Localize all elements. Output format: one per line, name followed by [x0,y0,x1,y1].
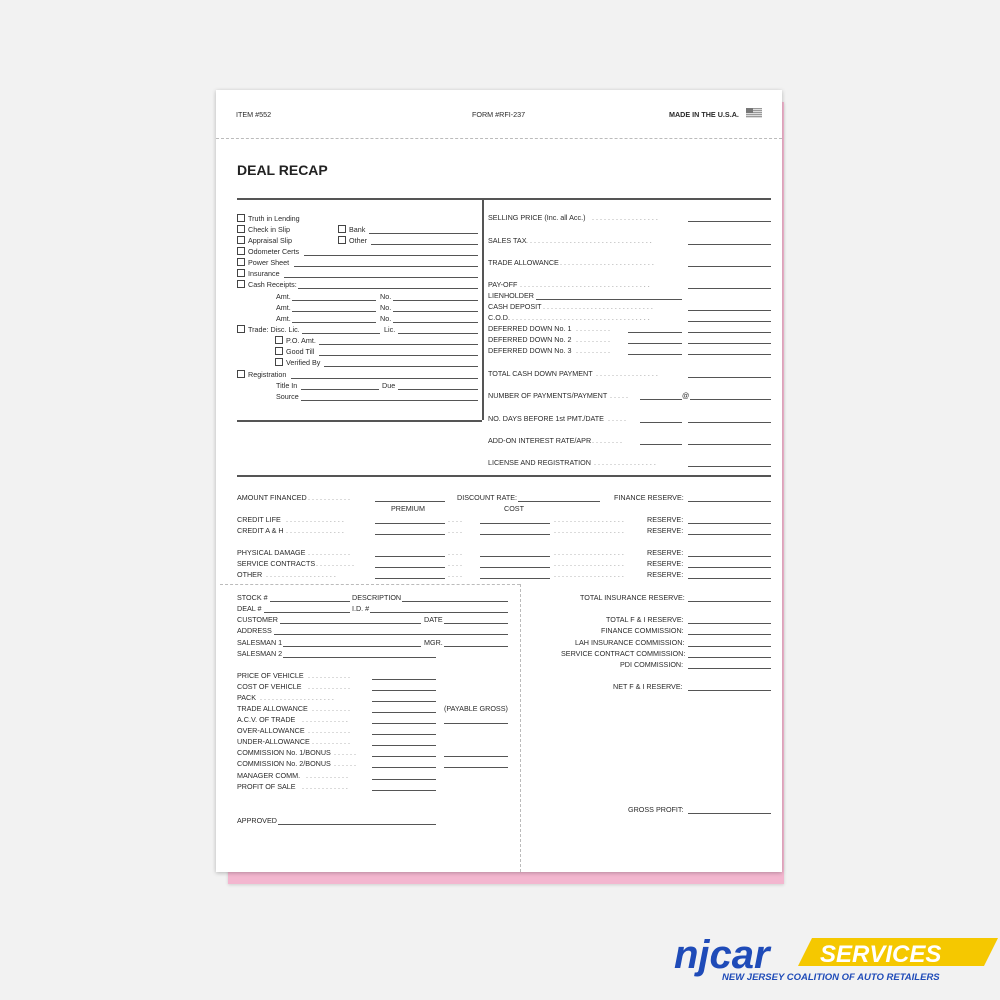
logo-services-text: SERVICES [820,941,942,968]
leader-dots: . . . . . . . . . . . . . . . . . . [554,515,624,524]
reserve-field[interactable] [688,567,771,568]
label: SALES TAX [488,236,527,245]
label: TOTAL INSURANCE RESERVE: [580,593,685,602]
stock-field[interactable] [270,601,350,602]
checkbox-verified-by[interactable] [275,358,283,366]
label: Power Sheet [248,258,290,267]
reserve-field[interactable] [688,523,771,524]
cash-receipts-field[interactable] [298,288,478,289]
addon-rate-field[interactable] [640,444,682,445]
label: Registration [248,370,287,379]
date-field[interactable] [444,623,508,624]
label: Amt. [276,303,291,312]
leader-dots: . . . . . [610,391,628,400]
bank-field[interactable] [369,233,478,234]
cost-field[interactable] [480,523,550,524]
divider [237,198,771,200]
label: RESERVE: [647,570,684,579]
lic-field[interactable] [398,333,478,334]
pack-field[interactable] [372,701,436,702]
checkbox-trade[interactable] [237,325,245,333]
deferred3-date-field[interactable] [628,354,682,355]
leader-dots: . . . . . . . . . . . . . . . . . . . . . . . . [560,258,654,267]
leader-dots: . . . . . . . . . . . . . . . . . . . . . . . . . . . . [543,302,653,311]
label: Verified By [286,358,321,367]
label: SERVICE CONTRACTS [237,559,316,568]
label: PHYSICAL DAMAGE [237,548,306,557]
commission1-gross-field[interactable] [444,756,508,757]
checkbox-check-in-slip[interactable] [237,225,245,233]
payable-gross-field[interactable] [444,723,508,724]
label: DEFERRED DOWN No. 3 [488,346,572,355]
label: CUSTOMER [237,615,278,624]
amt-field[interactable] [292,322,376,323]
divider [237,420,482,422]
label: MANAGER COMM. [237,771,301,780]
label: LAH INSURANCE COMMISSION: [575,638,685,647]
label: NUMBER OF PAYMENTS/PAYMENT [488,391,608,400]
commission1-field[interactable] [372,756,436,757]
divider [482,198,484,420]
good-till-field[interactable] [319,355,478,356]
label: ADD-ON INTEREST RATE/APR [488,436,592,445]
checkbox-other[interactable] [338,236,346,244]
label: Appraisal Slip [248,236,292,245]
label: SELLING PRICE (Inc. all Acc.) [488,213,586,222]
label: PACK [237,693,257,702]
label: MGR. [424,638,443,647]
label: PAY-OFF [488,280,518,289]
cost-field[interactable] [480,578,550,579]
logo-tagline: NEW JERSEY COALITION OF AUTO RETAILERS [722,972,940,983]
description-field[interactable] [402,601,508,602]
label: TRADE ALLOWANCE [488,258,559,267]
reserve-field[interactable] [688,556,771,557]
label: SALESMAN 1 [237,638,283,647]
lah-insurance-commission-field[interactable] [688,646,771,647]
label: TOTAL CASH DOWN PAYMENT [488,369,593,378]
divider [237,475,771,477]
apr-field[interactable] [688,444,771,445]
cost-of-vehicle-field[interactable] [372,690,436,691]
leader-dots: . . . . . . . . . [576,335,610,344]
sales-tax-field[interactable] [688,244,771,245]
label: SERVICE CONTRACT COMMISSION: [561,649,686,658]
id-number-field[interactable] [370,612,508,613]
days-before-field[interactable] [640,422,682,423]
amt-field[interactable] [292,300,376,301]
trade-allowance-field[interactable] [688,266,771,267]
registration-field[interactable] [291,378,478,379]
label: SALESMAN 2 [237,649,283,658]
label: DEFERRED DOWN No. 1 [488,324,572,333]
label: CREDIT LIFE [237,515,281,524]
leader-dots: . . . . [448,515,462,524]
perforation-line [220,584,520,585]
made-in-usa: MADE IN THE U.S.A. [669,110,739,119]
label: Good Till [286,347,315,356]
page-title: DEAL RECAP [237,162,328,178]
label: STOCK # [237,593,268,602]
premium-field[interactable] [375,523,445,524]
salesman2-field[interactable] [283,657,436,658]
leader-dots: . . . . . [608,414,626,423]
leader-dots: . . . . . . . . . . [312,704,350,713]
cost-field[interactable] [480,534,550,535]
po-amt-field[interactable] [319,344,478,345]
label: LIENHOLDER [488,291,534,300]
label: Insurance [248,269,280,278]
label: I.D. # [352,604,370,613]
amt-field[interactable] [292,311,376,312]
label: Truth in Lending [248,214,300,223]
label: NET F & I RESERVE: [613,682,683,691]
cost-field[interactable] [480,567,550,568]
lienholder-field[interactable] [536,299,682,300]
leader-dots: . . . . . . . . . . . [308,682,350,691]
amount-financed-field[interactable] [375,501,445,502]
leader-dots: . . . . . . . . . . . . . . . [286,526,344,535]
label: Check in Slip [248,225,290,234]
payment-amount-field[interactable] [690,399,771,400]
label: RESERVE: [647,526,684,535]
label: @ [682,391,690,400]
commission2-gross-field[interactable] [444,767,508,768]
leader-dots: . . . . . . . . . . . [306,771,348,780]
label: PROFIT OF SALE [237,782,296,791]
label: Amt. [276,314,291,323]
label: Odometer Certs [248,247,300,256]
premium-field[interactable] [375,534,445,535]
leader-dots: . . . . . . . . . . [316,559,354,568]
total-insurance-reserve-field[interactable] [688,601,771,602]
checkbox-odometer-certs[interactable] [237,247,245,255]
net-fi-reserve-field[interactable] [688,690,771,691]
label: DATE [424,615,443,624]
profit-of-sale-field[interactable] [372,790,436,791]
item-number: ITEM #552 [236,110,272,119]
no-field[interactable] [393,300,478,301]
checkbox-cash-receipts[interactable] [237,280,245,288]
label: RESERVE: [647,548,684,557]
label: Source [276,392,299,401]
leader-dots: . . . . . . . . . . . . . . . . . . [554,570,624,579]
leader-dots: . . . . . . . . . . . [308,548,350,557]
trade-disc-lic-field[interactable] [302,333,380,334]
leader-dots: . . . . . . [334,748,356,757]
leader-dots: . . . . . . . . . . . . [302,715,348,724]
label: DEFERRED DOWN No. 2 [488,335,572,344]
leader-dots: . . . . . . . . . . . . [302,782,348,791]
leader-dots: . . . . . . . . . . . . . . . . . . [554,548,624,557]
commission2-field[interactable] [372,767,436,768]
label: Trade: Disc. Lic. [248,325,300,334]
finance-reserve-field[interactable] [688,501,771,502]
label: AMOUNT FINANCED [237,493,307,502]
cod-field[interactable] [688,321,771,322]
label: (PAYABLE GROSS) [444,704,508,713]
leader-dots: . . . . . . . . . . . . . . . [286,515,344,524]
leader-dots: . . . . [448,526,462,535]
label: Bank [349,225,366,234]
label: UNDER-ALLOWANCE [237,737,310,746]
total-cash-down-field[interactable] [688,377,771,378]
label: NO. DAYS BEFORE 1st PMT./DATE [488,414,604,423]
leader-dots: . . . . . . . . . . . . . . . . [596,369,658,378]
checkbox-po-amt[interactable] [275,336,283,344]
checkbox-appraisal-slip[interactable] [237,236,245,244]
selling-price-field[interactable] [688,221,771,222]
no-field[interactable] [393,322,478,323]
reserve-field[interactable] [688,534,771,535]
acv-of-trade-field[interactable] [372,723,436,724]
service-contract-commission-field[interactable] [688,657,771,658]
leader-dots: . . . . . . . . . . . [308,726,350,735]
label: Due [382,381,396,390]
leader-dots: . . . . . . [334,759,356,768]
column-header-cost: COST [504,504,524,513]
premium-field[interactable] [375,567,445,568]
other-field[interactable] [371,244,478,245]
label: TRADE ALLOWANCE [237,704,308,713]
label: No. [380,303,392,312]
finance-commission-field[interactable] [688,634,771,635]
discount-rate-field[interactable] [518,501,600,502]
checkbox-bank[interactable] [338,225,346,233]
label: RESERVE: [647,559,684,568]
label: APPROVED [237,816,277,825]
label: Title In [276,381,298,390]
label: COMMISSION No. 2/BONUS [237,759,331,768]
leader-dots: . . . . [448,559,462,568]
perforation-line [520,584,521,872]
njcar-services-logo [672,926,1000,1000]
over-allowance-field[interactable] [372,734,436,735]
label: C.O.D. [488,313,510,322]
due-field[interactable] [398,389,478,390]
label: PRICE OF VEHICLE [237,671,304,680]
label: Cash Receipts: [248,280,297,289]
insurance-field[interactable] [284,277,478,278]
label: CASH DEPOSIT [488,302,542,311]
title-in-field[interactable] [301,389,379,390]
license-reg-field[interactable] [688,466,771,467]
label: COMMISSION No. 1/BONUS [237,748,331,757]
label: No. [380,292,392,301]
leader-dots: . . . . [448,548,462,557]
leader-dots: . . . . . . . . . . . . . . . . . . [554,559,624,568]
pdi-commission-field[interactable] [688,668,771,669]
label: Other [349,236,367,245]
label: PDI COMMISSION: [620,660,684,669]
checkbox-registration[interactable] [237,370,245,378]
reserve-field[interactable] [688,578,771,579]
cash-deposit-field[interactable] [688,310,771,311]
leader-dots: . . . . . . . . . . . [308,671,350,680]
label: TOTAL F & I RESERVE: [606,615,684,624]
column-header-premium: PREMIUM [391,504,425,513]
deferred2-date-field[interactable] [628,343,682,344]
perforation-line [216,138,782,139]
deferred1-field[interactable] [688,332,771,333]
label: P.O. Amt. [286,336,316,345]
leader-dots: . . . . . . . . . . . . . . . . . . . . . . . . . . . . . . . . [526,236,652,245]
leader-dots: . . . . . . . . . . . [308,493,350,502]
leader-dots: . . . . [448,570,462,579]
total-fi-reserve-field[interactable] [688,623,771,624]
label: LICENSE AND REGISTRATION [488,458,591,467]
pay-off-field[interactable] [688,288,771,289]
under-allowance-field[interactable] [372,745,436,746]
checkbox-power-sheet[interactable] [237,258,245,266]
verified-by-field[interactable] [324,366,478,367]
no-field[interactable] [393,311,478,312]
leader-dots: . . . . . . . . . . [312,737,350,746]
logo-njcar-text: njcar [674,933,770,977]
first-pmt-date-field[interactable] [688,422,771,423]
label: Amt. [276,292,291,301]
odometer-field[interactable] [304,255,478,256]
checkbox-truth-in-lending[interactable] [237,214,245,222]
leader-dots: . . . . . . . . . . . . . . . . . . [266,570,336,579]
label: ADDRESS [237,626,272,635]
leader-dots: . . . . . . . . . . . . . . . . . [592,213,658,222]
label: DISCOUNT RATE: [457,493,518,502]
deal-recap-form [216,90,782,872]
customer-field[interactable] [280,623,421,624]
source-field[interactable] [301,400,478,401]
approved-signature-field[interactable] [278,824,436,825]
deferred2-field[interactable] [688,343,771,344]
salesman1-field[interactable] [283,646,421,647]
deferred1-date-field[interactable] [628,332,682,333]
deferred3-field[interactable] [688,354,771,355]
leader-dots: . . . . . . . . . . . . . . . . . . . . . . . . . . . . . . . . . . . [512,313,650,322]
price-of-vehicle-field[interactable] [372,679,436,680]
leader-dots: . . . . . . . . . [588,436,622,445]
checkbox-good-till[interactable] [275,347,283,355]
power-sheet-field[interactable] [294,266,478,267]
leader-dots: . . . . . . . . . . . . . . . . . . [554,526,624,535]
label: FINANCE RESERVE: [614,493,684,502]
deal-number-field[interactable] [264,612,350,613]
leader-dots: . . . . . . . . . [576,324,610,333]
checkbox-insurance[interactable] [237,269,245,277]
cost-field[interactable] [480,556,550,557]
label: Lic. [384,325,396,334]
leader-dots: . . . . . . . . . . . . . . . . [594,458,656,467]
label: CREDIT A & H [237,526,284,535]
label: DESCRIPTION [352,593,402,602]
form-number: FORM #RFI-237 [472,110,526,119]
trade-allowance-field[interactable] [372,712,436,713]
manager-comm-field[interactable] [372,779,436,780]
label: RESERVE: [647,515,684,524]
label: FINANCE COMMISSION: [601,626,684,635]
premium-field[interactable] [375,556,445,557]
label: DEAL # [237,604,262,613]
label: OTHER [237,570,263,579]
leader-dots: . . . . . . . . . [576,346,610,355]
address-field[interactable] [274,634,508,635]
leader-dots: . . . . . . . . . . . . . . . . . . . [260,693,334,702]
num-payments-field[interactable] [640,399,682,400]
us-flag-icon [746,108,762,118]
label: GROSS PROFIT: [628,805,684,814]
label: OVER-ALLOWANCE [237,726,305,735]
label: COST OF VEHICLE [237,682,302,691]
label: A.C.V. OF TRADE [237,715,296,724]
gross-profit-field[interactable] [688,813,771,814]
manager-field[interactable] [444,646,508,647]
premium-field[interactable] [375,578,445,579]
label: No. [380,314,392,323]
leader-dots: . . . . . . . . . . . . . . . . . . . . . . . . . . . . . . . . . [520,280,650,289]
